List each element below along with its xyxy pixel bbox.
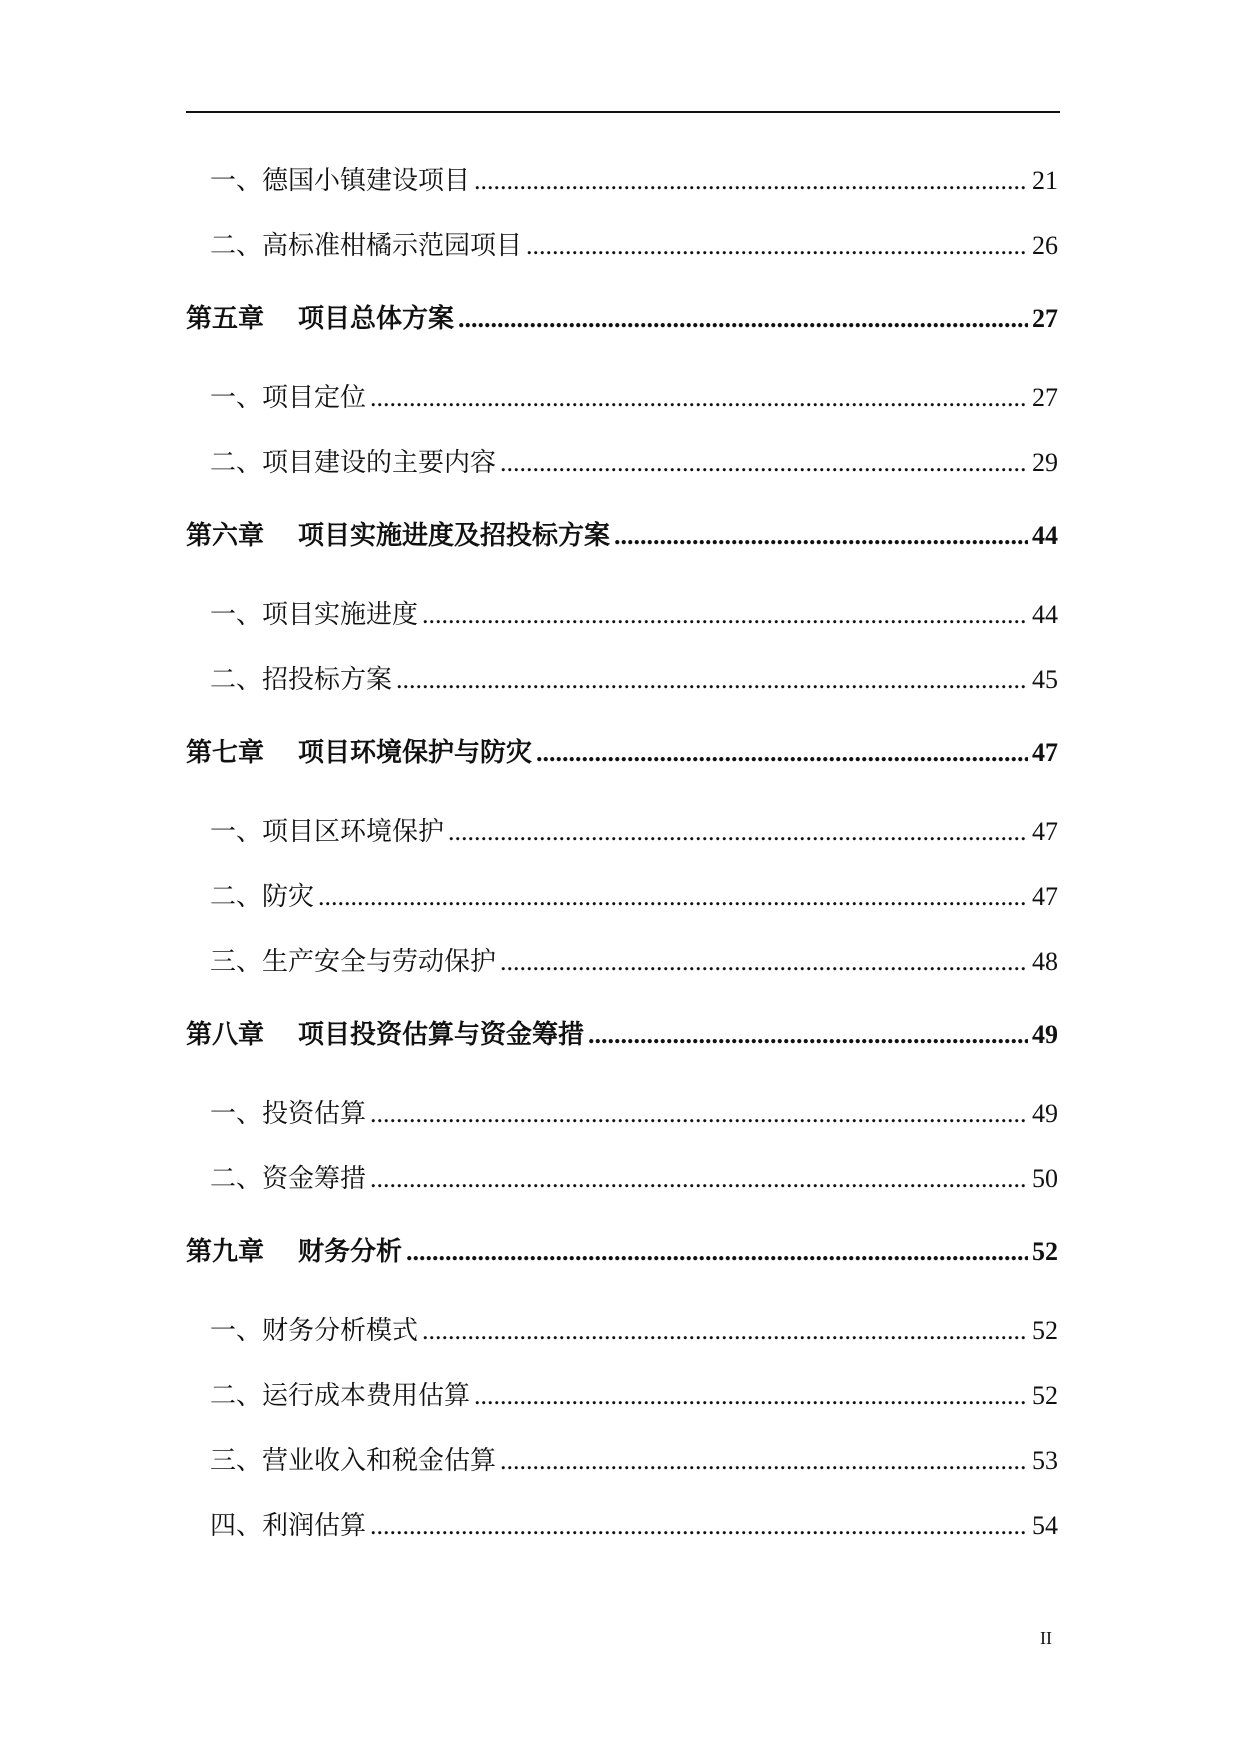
toc-entry[interactable] — [186, 1375, 1058, 1440]
header-rule — [186, 111, 1060, 113]
dot-leader — [448, 817, 1028, 847]
dot-leader — [500, 448, 1028, 478]
toc-chapter[interactable] — [186, 290, 1058, 377]
chapter-page: 27 — [1032, 304, 1058, 333]
toc-entry-page: 52 — [1032, 1381, 1058, 1410]
toc-entry[interactable] — [186, 1093, 1058, 1158]
dot-leader — [370, 1511, 1028, 1541]
chapter-page: 47 — [1032, 738, 1058, 767]
chapter-number: 第七章 — [186, 738, 265, 768]
toc-entry-page: 26 — [1032, 231, 1058, 260]
toc-entry-page: 54 — [1032, 1511, 1058, 1540]
chapter-page: 44 — [1032, 521, 1058, 550]
toc-entry-title: 一、财务分析模式 — [210, 1316, 419, 1346]
dot-leader — [422, 600, 1028, 630]
toc-chapter[interactable] — [186, 724, 1058, 811]
table-of-contents — [186, 160, 1058, 1570]
toc-entry-title: 二、资金筹措 — [210, 1164, 367, 1194]
toc-entry[interactable] — [186, 1310, 1058, 1375]
dot-leader — [370, 1099, 1028, 1129]
dot-leader — [370, 383, 1028, 413]
toc-entry[interactable] — [186, 594, 1058, 659]
toc-entry[interactable] — [186, 941, 1058, 1006]
toc-entry-page: 27 — [1032, 383, 1058, 412]
dot-leader — [396, 665, 1028, 695]
toc-entry-page: 50 — [1032, 1164, 1058, 1193]
toc-entry-title: 一、德国小镇建设项目 — [210, 166, 471, 196]
toc-entry-title: 三、生产安全与劳动保护 — [210, 947, 497, 977]
chapter-page: 52 — [1032, 1237, 1058, 1266]
toc-entry[interactable] — [186, 1505, 1058, 1570]
toc-entry-title: 三、营业收入和税金估算 — [210, 1446, 497, 1476]
toc-entry-page: 53 — [1032, 1446, 1058, 1475]
toc-entry-title: 一、项目定位 — [210, 383, 367, 413]
toc-entry-page: 21 — [1032, 166, 1058, 195]
toc-entry-title: 二、招投标方案 — [210, 665, 393, 695]
toc-entry-page: 49 — [1032, 1099, 1058, 1128]
toc-chapter[interactable] — [186, 1223, 1058, 1310]
toc-entry[interactable] — [186, 160, 1058, 225]
chapter-title: 项目环境保护与防灾 — [298, 738, 533, 768]
toc-entry-page: 45 — [1032, 665, 1058, 694]
dot-leader — [318, 882, 1028, 912]
dot-leader — [406, 1237, 1028, 1267]
page-number: II — [1040, 1628, 1052, 1648]
dot-leader — [370, 1164, 1028, 1194]
chapter-number: 第八章 — [186, 1020, 265, 1050]
toc-entry-title: 二、项目建设的主要内容 — [210, 448, 497, 478]
toc-entry[interactable] — [186, 1158, 1058, 1223]
toc-entry-page: 47 — [1032, 882, 1058, 911]
chapter-title: 项目总体方案 — [298, 304, 455, 334]
toc-entry[interactable] — [186, 1440, 1058, 1505]
toc-entry-title: 二、高标准柑橘示范园项目 — [210, 231, 523, 261]
dot-leader — [500, 1446, 1028, 1476]
toc-entry[interactable] — [186, 876, 1058, 941]
toc-entry[interactable] — [186, 811, 1058, 876]
toc-entry[interactable] — [186, 377, 1058, 442]
chapter-title: 项目投资估算与资金筹措 — [298, 1020, 585, 1050]
dot-leader — [588, 1020, 1028, 1050]
dot-leader — [614, 521, 1028, 551]
dot-leader — [474, 166, 1028, 196]
toc-entry[interactable] — [186, 442, 1058, 507]
chapter-page: 49 — [1032, 1020, 1058, 1049]
dot-leader — [526, 231, 1028, 261]
toc-entry[interactable] — [186, 225, 1058, 290]
toc-entry-title: 二、运行成本费用估算 — [210, 1381, 471, 1411]
toc-entry-page: 52 — [1032, 1316, 1058, 1345]
toc-chapter[interactable] — [186, 1006, 1058, 1093]
toc-entry-page: 47 — [1032, 817, 1058, 846]
toc-entry-title: 一、项目区环境保护 — [210, 817, 445, 847]
dot-leader — [422, 1316, 1028, 1346]
toc-entry-title: 一、投资估算 — [210, 1099, 367, 1129]
chapter-number: 第九章 — [186, 1237, 265, 1267]
toc-entry-page: 44 — [1032, 600, 1058, 629]
dot-leader — [474, 1381, 1028, 1411]
chapter-number: 第六章 — [186, 521, 265, 551]
toc-entry-title: 四、利润估算 — [210, 1511, 367, 1541]
dot-leader — [458, 304, 1028, 334]
toc-entry-title: 一、项目实施进度 — [210, 600, 419, 630]
toc-entry-page: 29 — [1032, 448, 1058, 477]
toc-entry-title: 二、防灾 — [210, 882, 315, 912]
toc-entry-page: 48 — [1032, 947, 1058, 976]
dot-leader — [536, 738, 1028, 768]
toc-chapter[interactable] — [186, 507, 1058, 594]
dot-leader — [500, 947, 1028, 977]
chapter-title: 财务分析 — [298, 1237, 403, 1267]
chapter-number: 第五章 — [186, 304, 265, 334]
toc-entry[interactable] — [186, 659, 1058, 724]
chapter-title: 项目实施进度及招投标方案 — [298, 521, 611, 551]
